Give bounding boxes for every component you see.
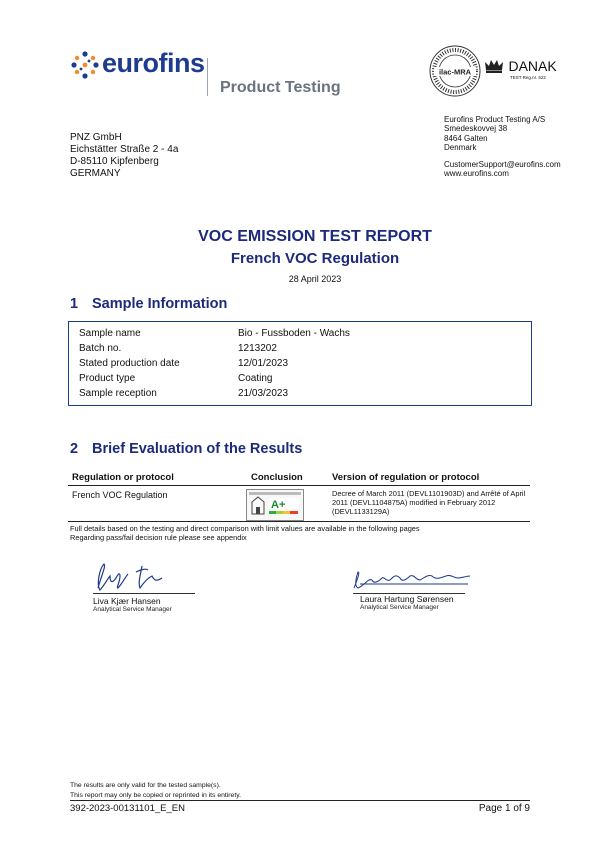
table-header-rule bbox=[68, 485, 530, 486]
sample-information-box bbox=[68, 321, 532, 406]
info-key: Product type bbox=[79, 373, 136, 384]
version-line: (DEVL1133129A) bbox=[332, 507, 390, 517]
lab-city: 8464 Galten bbox=[444, 133, 488, 143]
footer-disclaimer bbox=[70, 781, 241, 801]
page-number: Page 1 of 9 bbox=[478, 803, 530, 814]
danak-registration: TEST Reg.nr. 522 bbox=[510, 75, 546, 80]
lab-name: Eurofins Product Testing A/S bbox=[444, 115, 546, 124]
evaluation-notes bbox=[70, 524, 420, 542]
info-key: Batch no. bbox=[79, 343, 122, 354]
signature-1-name: Liva Kjær Hansen bbox=[93, 596, 161, 606]
svg-text:ilac-MRA: ilac-MRA bbox=[438, 67, 472, 77]
row-regulation: French VOC Regulation bbox=[72, 490, 168, 500]
division-name: Product Testing bbox=[220, 79, 341, 96]
section-heading-brief-evaluation bbox=[70, 441, 302, 457]
note-line: Full details based on the testing and direct comparison with limit values are available in the following pages bbox=[70, 524, 420, 533]
signature-1-scribble bbox=[90, 562, 175, 594]
brand-logo-text: eurofins bbox=[102, 48, 205, 78]
column-header-version: Version of regulation or protocol bbox=[332, 472, 480, 483]
customer-country: GERMANY bbox=[70, 168, 121, 179]
results-table-header bbox=[68, 472, 530, 486]
table-bottom-rule bbox=[68, 521, 530, 522]
signature-1-role: Analytical Service Manager bbox=[93, 606, 172, 613]
info-value: Coating bbox=[238, 373, 273, 384]
info-value: 21/03/2023 bbox=[238, 388, 289, 399]
lab-address bbox=[444, 115, 561, 179]
report-title: VOC EMISSION TEST REPORT bbox=[198, 228, 432, 245]
section-title: Sample Information bbox=[92, 296, 228, 312]
footer-rule bbox=[70, 800, 530, 801]
report-date: 28 April 2023 bbox=[288, 274, 342, 284]
info-key: Sample name bbox=[79, 328, 141, 339]
section-title: Brief Evaluation of the Results bbox=[92, 441, 303, 457]
danak-logo bbox=[484, 58, 557, 80]
emission-class-text: A+ bbox=[271, 499, 286, 511]
lab-email[interactable]: CustomerSupport@eurofins.com bbox=[444, 160, 561, 170]
report-id: 392-2023-00131101_E_EN bbox=[70, 803, 185, 814]
version-line: 2011 (DEVL1104875A) modified in February 2012 bbox=[332, 498, 496, 508]
emission-class-badge-icon bbox=[247, 490, 303, 520]
customer-name: PNZ GmbH bbox=[70, 132, 122, 143]
note-line: Regarding pass/fail decision rule please see appendix bbox=[70, 533, 247, 542]
ilac-mra-seal-icon bbox=[428, 44, 482, 98]
signature-2-scribble bbox=[350, 568, 475, 594]
lab-country: Denmark bbox=[444, 142, 477, 152]
customer-city: D-85110 Kipfenberg bbox=[70, 156, 159, 167]
customer-street: Eichstätter Straße 2 - 4a bbox=[70, 144, 179, 155]
lab-street: Smedeskovvej 38 bbox=[444, 124, 508, 134]
row-version bbox=[332, 489, 525, 517]
disclaimer-line: The results are only valid for the tested sample(s). bbox=[70, 782, 221, 789]
info-key: Sample reception bbox=[79, 388, 157, 399]
info-value: 1213202 bbox=[238, 343, 277, 354]
section-number: 1 bbox=[70, 296, 79, 312]
info-key: Stated production date bbox=[79, 358, 180, 369]
danak-text: DANAK bbox=[508, 58, 557, 74]
eurofins-dots-icon bbox=[70, 50, 100, 80]
info-value: 12/01/2023 bbox=[238, 358, 289, 369]
signature-1-line bbox=[93, 593, 195, 594]
logo-divider bbox=[207, 58, 208, 96]
section-heading-sample-information bbox=[70, 296, 227, 312]
signature-2-role: Analytical Service Manager bbox=[360, 604, 439, 611]
section-number: 2 bbox=[70, 441, 79, 457]
customer-address bbox=[70, 132, 178, 180]
lab-website[interactable]: www.eurofins.com bbox=[444, 169, 509, 179]
disclaimer-line: This report may only be copied or reprinted in its entirety. bbox=[70, 792, 242, 799]
report-subtitle: French VOC Regulation bbox=[230, 250, 400, 267]
crown-icon bbox=[484, 58, 504, 74]
emission-class-label bbox=[246, 489, 304, 521]
version-line: Decree of March 2011 (DEVL1101903D) and Arrêté of April bbox=[332, 489, 526, 498]
column-header-conclusion: Conclusion bbox=[251, 472, 303, 483]
signature-2-name: Laura Hartung Sørensen bbox=[360, 594, 454, 604]
info-value: Bio - Fussboden - Wachs bbox=[238, 328, 350, 339]
column-header-regulation: Regulation or protocol bbox=[72, 472, 174, 483]
